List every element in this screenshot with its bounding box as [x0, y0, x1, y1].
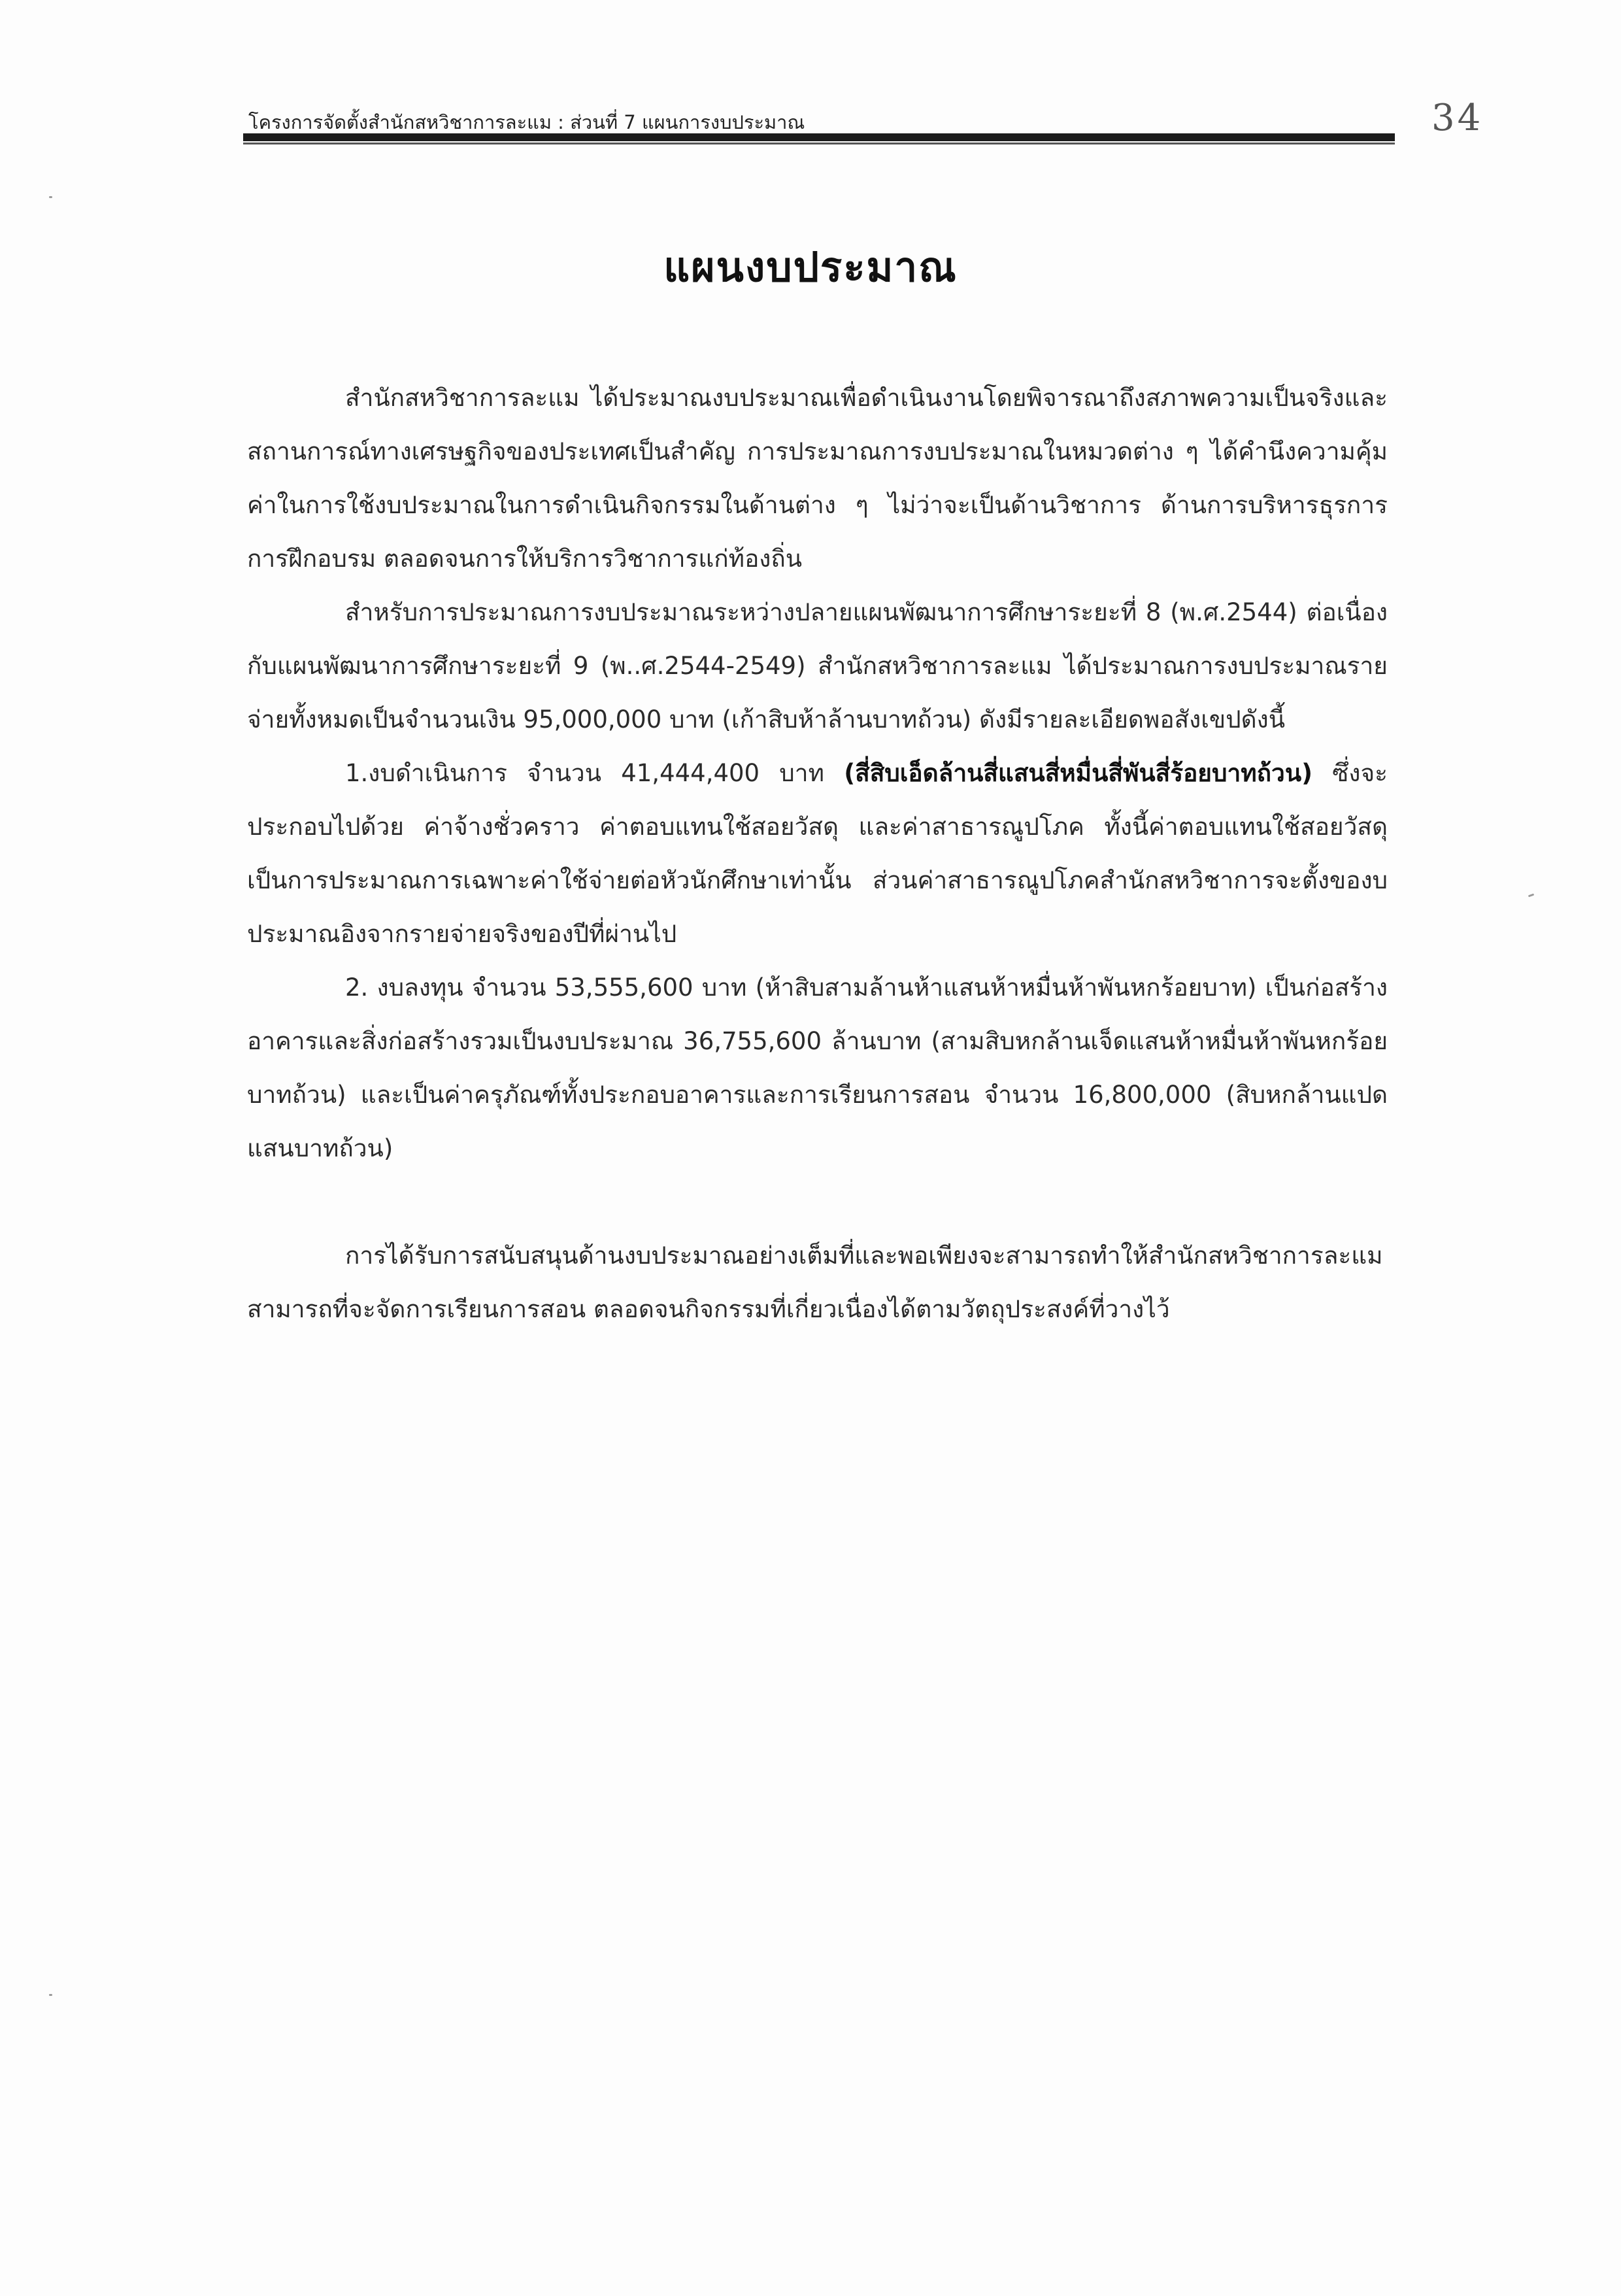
- paragraph-operating-budget: [247, 747, 1388, 961]
- running-header: [243, 103, 1395, 143]
- header-rule: [243, 133, 1395, 141]
- operating-budget-lead: 1.งบดำเนินการ จำนวน 41,444,400 บาท: [345, 759, 844, 787]
- document-body: [247, 371, 1388, 1336]
- scan-speck: [1528, 894, 1534, 898]
- paragraph-intro: สำนักสหวิชาการละแม ได้ประมาณงบประมาณเพื่อดำเนินงานโดยพิจารณาถึงสภาพความเป็นจริงและสถานการณ์ทางเศรษฐกิจของประเทศเป็นสำคัญ การประมาณการงบประมาณในหมวดต่าง ๆ ได้คำนึงความคุ้มค่าในการใช้งบประมาณในการดำเนินกิจกรรมในด้านต่าง ๆ ไม่ว่าจะเป็นด้านวิชาการ ด้านการบริหารธุรการ การฝึกอบรม ตลอดจนการให้บริการวิชาการแก่ท้องถิ่น: [247, 384, 1388, 573]
- operating-budget-details: ซึ่งจะประกอบไปด้วย ค่าจ้างชั่วคราว ค่าตอบแทนใช้สอยวัสดุ และค่าสาธารณูปโภค ทั้งนี้ค่าตอบแทนใช้สอยวัสดุเป็นการประมาณการเฉพาะค่าใช้จ่ายต่อหัวนักศึกษาเท่านั้น ส่วนค่าสาธารณูปโภคสำนักสหวิชาการจะตั้งของบประมาณอิงจากรายจ่ายจริงของปีที่ผ่านไป: [247, 759, 1388, 948]
- page-number: 34: [1431, 97, 1484, 139]
- page-title: แผนงบประมาณ: [663, 243, 958, 291]
- scan-speck: [49, 1994, 52, 1996]
- paragraph-conclusion: การได้รับการสนับสนุนด้านงบประมาณอย่างเต็มที่และพอเพียงจะสามารถทำให้สำนักสหวิชาการละแมสามารถที่จะจัดการเรียนการสอน ตลอดจนกิจกรรมที่เกี่ยวเนื่องได้ตามวัตถุประสงค์ที่วางไว้: [247, 1241, 1383, 1323]
- header-rule-thin: [243, 143, 1395, 144]
- paragraph-capital-budget: 2. งบลงทุน จำนวน 53,555,600 บาท (ห้าสิบสามล้านห้าแสนห้าหมื่นห้าพันหกร้อยบาท) เป็นก่อสร้างอาคารและสิ่งก่อสร้างรวมเป็นงบประมาณ 36,755,600 ล้านบาท (สามสิบหกล้านเจ็ดแสนห้าหมื่นห้าพันหกร้อยบาทถ้วน) และเป็นค่าครุภัณฑ์ทั้งประกอบอาคารและการเรียนการสอน จำนวน 16,800,000 (สิบหกล้านแปดแสนบาทถ้วน): [247, 973, 1388, 1162]
- scan-speck: [49, 196, 52, 198]
- operating-budget-amount-words: (สี่สิบเอ็ดล้านสี่แสนสี่หมื่นสี่พันสี่ร้อยบาทถ้วน): [844, 759, 1313, 787]
- running-title: โครงการจัดตั้งสำนักสหวิชาการละแม : ส่วนที่ 7 แผนการงบประมาณ: [248, 111, 805, 133]
- paragraph-budget-overview: สำหรับการประมาณการงบประมาณระหว่างปลายแผนพัฒนาการศึกษาระยะที่ 8 (พ.ศ.2544) ต่อเนื่องกับแผนพัฒนาการศึกษาระยะที่ 9 (พ..ศ.2544-2549) สำนักสหวิชาการละแม ได้ประมาณการงบประมาณรายจ่ายทั้งหมดเป็นจำนวนเงิน 95,000,000 บาท (เก้าสิบห้าล้านบาทถ้วน) ดังมีรายละเอียดพอสังเขปดังนี้: [247, 598, 1388, 734]
